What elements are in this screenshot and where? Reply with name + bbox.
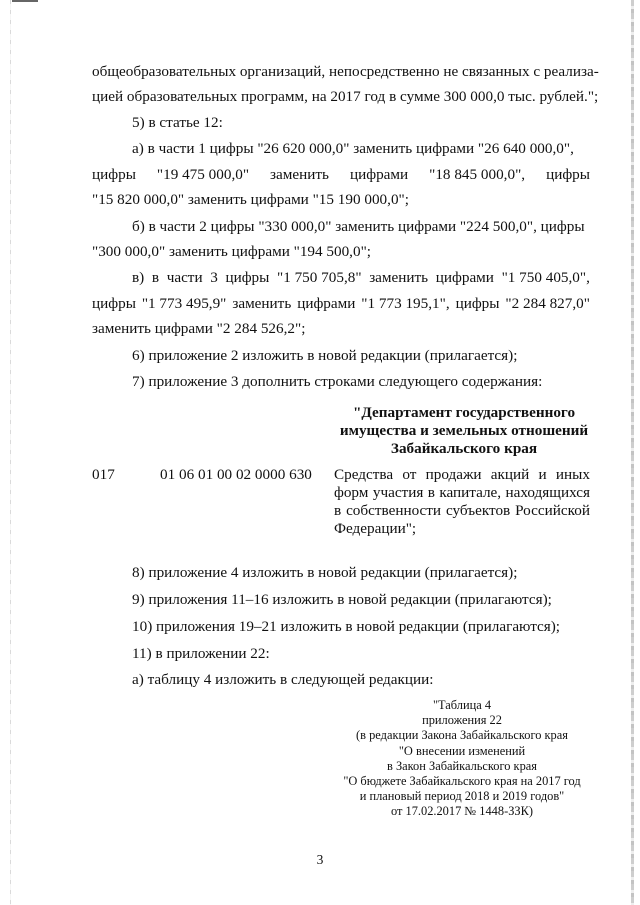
word: капитале, [439, 484, 502, 501]
description-line [334, 502, 590, 520]
item-9: 9) приложения 11–16 изложить в новой редакции (прилагаются); [132, 591, 552, 608]
word: "1 773 495,9" [141, 295, 227, 312]
word: в [151, 269, 160, 286]
item-6: 6) приложение 2 изложить в новой редакции (прилагается); [132, 347, 518, 364]
word: "1 750 405,0", [501, 269, 590, 286]
word: акций [490, 466, 530, 483]
caption-line: (в редакции Закона Забайкальского края [356, 728, 568, 743]
item-5a-line-3: "15 820 000,0" заменить цифрами "15 190 000,0"; [92, 191, 409, 208]
department-line: "Департамент государственного [352, 404, 576, 421]
description-line [334, 520, 590, 538]
word: "2 284 827,0" [505, 295, 590, 312]
word: цифры [225, 269, 270, 286]
department-line: Забайкальского края [390, 440, 538, 457]
item-5a-line-2 [92, 166, 590, 184]
word: в [427, 484, 435, 501]
word: собственности [346, 502, 442, 519]
word: заменить [232, 295, 292, 312]
caption-line: и плановый период 2018 и 2019 годов" [359, 789, 565, 804]
revenue-description [334, 466, 590, 538]
item-5c-line-2 [92, 295, 590, 313]
word: в) [132, 269, 145, 286]
word: участия [372, 484, 424, 501]
description-line [334, 484, 590, 502]
item-11: 11) в приложении 22: [132, 645, 270, 662]
budget-classification-code: 01 06 01 00 02 0000 630 [160, 466, 312, 483]
item-5b-line-2: "300 000,0" заменить цифрами "194 500,0"; [92, 243, 371, 260]
word: 3 [210, 269, 218, 286]
text-line-1: общеобразовательных организаций, непосредственно не связанных с реализа- [92, 63, 599, 80]
caption-line: приложения 22 [422, 713, 502, 728]
caption-line: "О бюджете Забайкальского края на 2017 год [343, 774, 581, 789]
word: цифрами [297, 295, 356, 312]
word: от [402, 466, 417, 483]
word: субъектов [445, 502, 511, 519]
item-5c-line-3: заменить цифрами "2 284 526,2"; [92, 320, 306, 337]
word: иных [555, 466, 590, 483]
word: "1 750 705,8" [277, 269, 362, 286]
item-10: 10) приложения 19–21 изложить в новой редакции (прилагаются); [132, 618, 561, 635]
item-5a-line-1 [132, 140, 590, 158]
word: "18 845 000,0", [429, 166, 526, 183]
caption-line: в Закон Забайкальского края [387, 758, 537, 773]
word: цифры [92, 166, 136, 183]
caption-line: "О внесении изменений [398, 743, 526, 758]
item-5-heading: 5) в статье 12: [132, 114, 223, 131]
word: заменить [270, 166, 329, 183]
word: и [538, 466, 547, 483]
word: продажи [425, 466, 482, 483]
page-number: 3 [316, 852, 324, 867]
scan-edge-right [631, 0, 634, 905]
text-line-2: цией образовательных программ, на 2017 год в сумме 300 000,0 тыс. рублей."; [92, 88, 599, 105]
word: "1 773 195,1", [361, 295, 450, 312]
word: Средства [334, 466, 394, 483]
item-5a-text: а) в части 1 цифры "26 620 000,0" заменить цифрами "26 640 000,0", [132, 140, 574, 157]
word: цифры [455, 295, 500, 312]
word: цифрами [435, 269, 494, 286]
word: форм [334, 484, 369, 501]
word: Федерации"; [334, 520, 417, 537]
word: цифрами [349, 166, 409, 183]
caption-line: "Таблица 4 [432, 698, 492, 712]
item-5b-line-1: б) в части 2 цифры "330 000,0" заменить цифрами "224 500,0", цифры [132, 218, 585, 235]
caption-line: от 17.02.2017 № 1448-ЗЗК) [390, 804, 534, 819]
item-7: 7) приложение 3 дополнить строками следующего содержания: [132, 373, 543, 390]
scan-mark [12, 0, 38, 2]
scan-edge-left [10, 0, 11, 905]
department-heading [334, 404, 594, 458]
word: в [334, 502, 342, 519]
item-8: 8) приложение 4 изложить в новой редакции (прилагается); [132, 564, 518, 581]
word: части [166, 269, 203, 286]
description-line [334, 466, 590, 484]
word: цифры [546, 166, 590, 183]
table-caption-block [332, 698, 592, 820]
word: Российской [515, 502, 590, 519]
admin-code: 017 [92, 466, 115, 483]
word: цифры [92, 295, 136, 312]
item-5c-line-1 [132, 269, 590, 287]
word: находящихся [505, 484, 590, 501]
word: заменить [369, 269, 429, 286]
word: "19 475 000,0" [156, 166, 250, 183]
department-line: имущества и земельных отношений [339, 422, 589, 439]
item-11a: а) таблицу 4 изложить в следующей редакции: [132, 671, 434, 688]
